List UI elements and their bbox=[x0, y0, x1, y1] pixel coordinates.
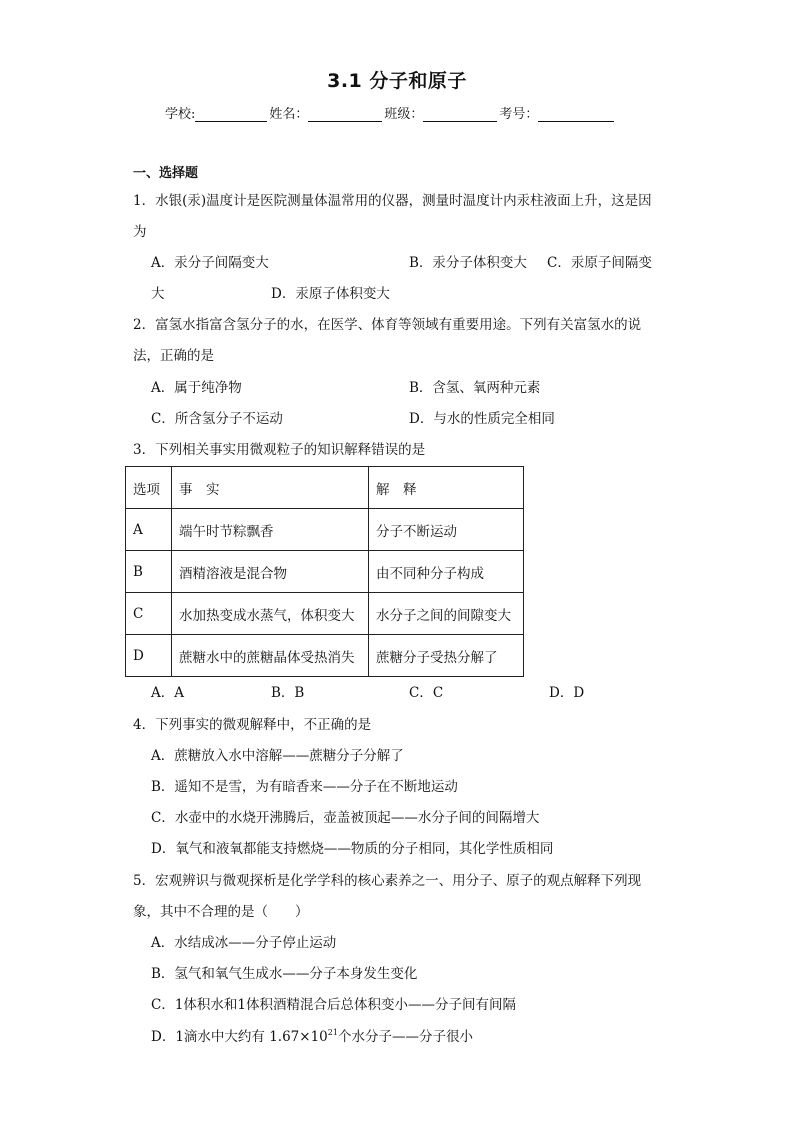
q3-option-b[interactable]: B．B bbox=[271, 685, 305, 701]
q1-stem-line1: 1．水银(汞)温度计是医院测量体温常用的仪器，测量时温度计内汞柱液面上升，这是因 bbox=[133, 193, 652, 209]
table-cell-fact: 蔗糖水中的蔗糖晶体受热消失 bbox=[172, 635, 369, 677]
table-cell-option: C bbox=[126, 593, 172, 635]
q2-option-c[interactable]: C．所含氢分子不运动 bbox=[151, 411, 283, 427]
student-info-line bbox=[165, 103, 616, 122]
page-title: 3.1 分子和原子 bbox=[327, 70, 467, 92]
header-cell-explanation: 解 释 bbox=[369, 467, 524, 509]
name-blank[interactable] bbox=[308, 107, 382, 122]
q1-option-c-continued: 大 bbox=[151, 286, 165, 302]
q5-stem-line1: 5．宏观辨识与微观探析是化学学科的核心素养之一、用分子、原子的观点解释下列现 bbox=[133, 873, 642, 889]
table-cell-option: D bbox=[126, 635, 172, 677]
class-label: 班级： bbox=[384, 107, 424, 122]
q2-option-a[interactable]: A．属于纯净物 bbox=[151, 380, 242, 396]
q5-option-b[interactable]: B．氢气和氧气生成水——分子本身发生变化 bbox=[151, 966, 418, 982]
table-cell-explanation: 分子不断运动 bbox=[369, 509, 524, 551]
q3-stem: 3．下列相关事实用微观粒子的知识解释错误的是 bbox=[133, 442, 426, 458]
table-cell-fact: 酒精溶液是混合物 bbox=[172, 551, 369, 593]
table-cell-explanation: 水分子之间的间隙变大 bbox=[369, 593, 524, 635]
q5-option-d-exponent: 21 bbox=[327, 1028, 338, 1037]
table-row bbox=[126, 551, 524, 593]
q2-option-b[interactable]: B．含氢、氧两种元素 bbox=[409, 380, 541, 396]
q2-stem-line2: 法，正确的是 bbox=[133, 348, 214, 364]
exam-number-blank[interactable] bbox=[538, 107, 614, 122]
q3-facts-table bbox=[125, 466, 524, 677]
q4-stem: 4．下列事实的微观解释中，不正确的是 bbox=[133, 717, 372, 733]
school-label: 学校: bbox=[165, 107, 196, 122]
class-blank[interactable] bbox=[423, 107, 497, 122]
header-cell-fact: 事 实 bbox=[172, 467, 369, 509]
q2-stem-line1: 2．富氢水指富含氢分子的水，在医学、体育等领域有重要用途。下列有关富氢水的说 bbox=[133, 317, 642, 333]
school-blank[interactable] bbox=[195, 107, 267, 122]
name-label: 姓名： bbox=[269, 107, 309, 122]
q4-option-c[interactable]: C．水壶中的水烧开沸腾后，壶盖被顶起——水分子间的间隔增大 bbox=[151, 810, 540, 826]
table-row bbox=[126, 509, 524, 551]
q3-option-d[interactable]: D．D bbox=[549, 685, 585, 701]
table-cell-fact: 端午时节粽飘香 bbox=[172, 509, 369, 551]
q1-option-c[interactable]: C．汞原子间隔变 bbox=[547, 255, 652, 271]
table-cell-option: A bbox=[126, 509, 172, 551]
q4-option-d[interactable]: D．氧气和液氧都能支持燃烧——物质的分子相同，其化学性质相同 bbox=[151, 841, 554, 857]
table-row bbox=[126, 635, 524, 677]
q1-option-b[interactable]: B．汞分子体积变大 bbox=[409, 255, 527, 271]
q2-option-d[interactable]: D．与水的性质完全相同 bbox=[409, 411, 555, 427]
q4-option-a[interactable]: A．蔗糖放入水中溶解——蔗糖分子分解了 bbox=[151, 748, 404, 764]
q5-option-c[interactable]: C．1体积水和1体积酒精混合后总体积变小——分子间有间隔 bbox=[151, 997, 517, 1013]
table-cell-option: B bbox=[126, 551, 172, 593]
exam-number-label: 考号： bbox=[499, 107, 539, 122]
q1-option-d[interactable]: D．汞原子体积变大 bbox=[271, 286, 390, 302]
q5-option-d-text-end: 个水分子——分子很小 bbox=[337, 1029, 473, 1045]
table-cell-explanation: 蔗糖分子受热分解了 bbox=[369, 635, 524, 677]
table-header-row bbox=[126, 467, 524, 509]
q3-option-c[interactable]: C．C bbox=[409, 685, 444, 701]
q5-option-d[interactable] bbox=[151, 1028, 473, 1046]
table-cell-explanation: 由不同种分子构成 bbox=[369, 551, 524, 593]
q1-option-a[interactable]: A．汞分子间隔变大 bbox=[151, 255, 269, 271]
q5-stem-line2: 象，其中不合理的是（ ） bbox=[133, 904, 309, 920]
q4-option-b[interactable]: B．遥知不是雪，为有暗香来——分子在不断地运动 bbox=[151, 779, 458, 795]
q1-stem-line2: 为 bbox=[133, 224, 147, 240]
header-cell-option: 选项 bbox=[126, 467, 172, 509]
q5-option-a[interactable]: A．水结成冰——分子停止运动 bbox=[151, 935, 337, 951]
section-heading: 一、选择题 bbox=[133, 166, 199, 181]
table-cell-fact: 水加热变成水蒸气，体积变大 bbox=[172, 593, 369, 635]
q3-option-a[interactable]: A．A bbox=[151, 685, 184, 701]
table-row bbox=[126, 593, 524, 635]
q5-option-d-text: D．1滴水中大约有 1.67×10 bbox=[151, 1029, 328, 1045]
